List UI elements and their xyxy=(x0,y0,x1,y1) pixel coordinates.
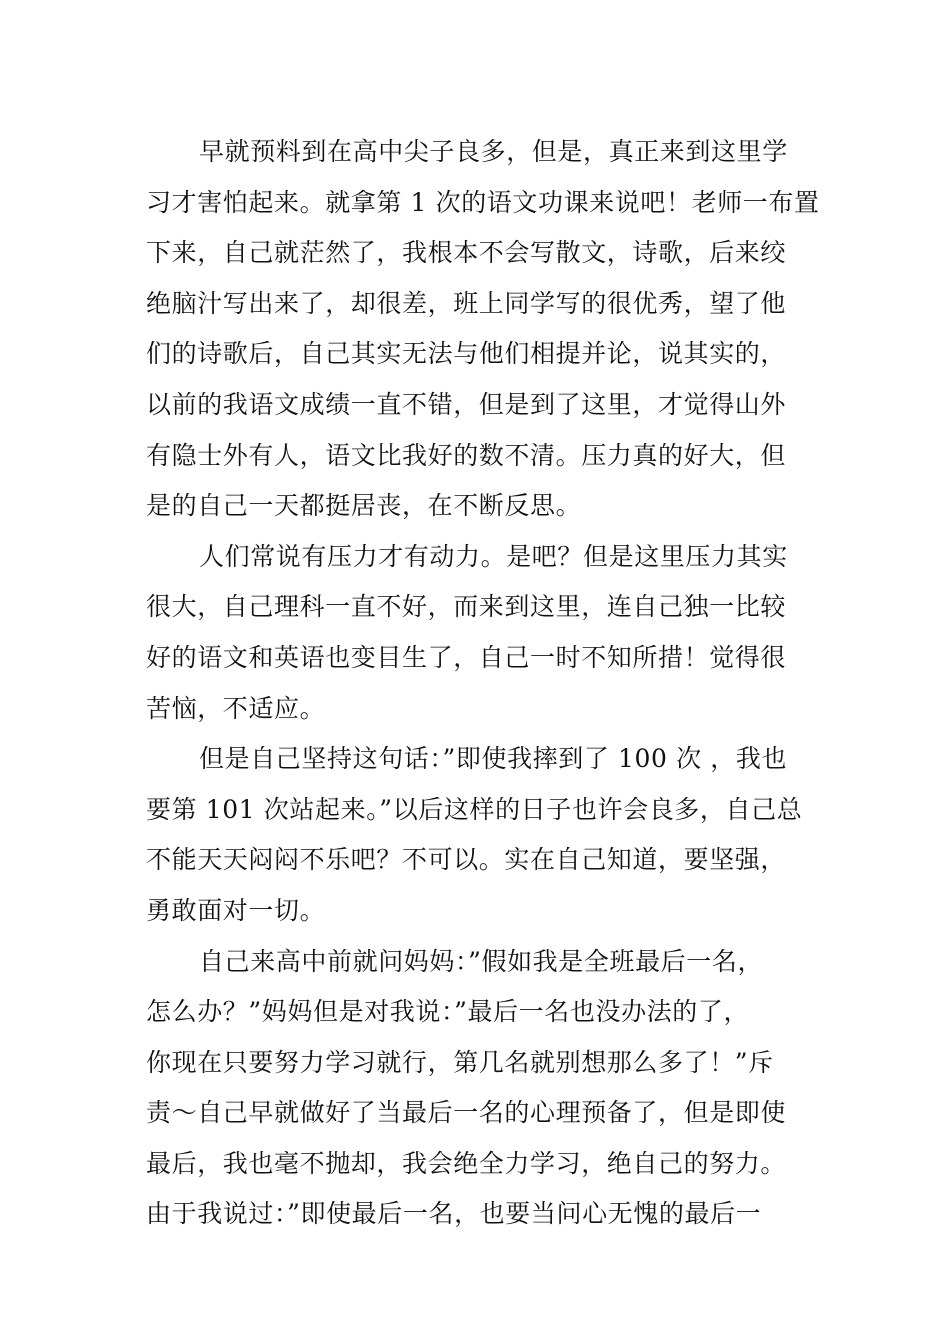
text-line: 要第 101 次站起来。”以后这样的日子也许会良多，自己总 xyxy=(146,794,803,824)
text-line: 很大，自己理科一直不好，而来到这里，连自己独一比较 xyxy=(146,592,787,622)
paragraph-3 xyxy=(146,734,810,936)
text-line: 以前的我语文成绩一直不错，但是到了这里，才觉得山外 xyxy=(146,389,787,419)
text-line: 好的语文和英语也变目生了，自己一时不知所措！觉得很 xyxy=(146,642,787,672)
text-line: 由于我说过：”即使最后一名，也要当问心无愧的最后一 xyxy=(146,1199,762,1229)
text-line: 自己来高中前就问妈妈：”假如我是全班最后一名， xyxy=(199,946,764,976)
text-line: 怎么办？”妈妈但是对我说：”最后一名也没办法的了， xyxy=(146,997,750,1027)
text-line: 有隐士外有人，语文比我好的数不清。压力真的好大，但 xyxy=(146,440,787,470)
text-line: 但是自己坚持这句话：”即使我摔到了 100 次 ，我也 xyxy=(199,744,788,774)
essay-body xyxy=(146,127,820,1240)
text-line: 习才害怕起来。就拿第 1 次的语文功课来说吧！老师一布置 xyxy=(146,187,820,217)
text-line: 下来，自己就茫然了，我根本不会写散文，诗歌，后来绞 xyxy=(146,238,787,268)
text-line: 们的诗歌后，自己其实无法与他们相提并论，说其实的， xyxy=(146,339,787,369)
text-line: 人们常说有压力才有动力。是吧？但是这里压力其实 xyxy=(199,541,788,571)
text-line: 责～自己早就做好了当最后一名的心理预备了，但是即使 xyxy=(146,1098,787,1128)
text-line: 不能天天闷闷不乐吧？不可以。实在自己知道，要坚强， xyxy=(146,845,787,875)
text-line: 绝脑汁写出来了，却很差，班上同学写的很优秀，望了他 xyxy=(146,288,787,318)
text-line: 是的自己一天都挺居丧，在不断反思。 xyxy=(146,491,582,521)
text-line: 早就预料到在高中尖子良多，但是，真正来到这里学 xyxy=(199,137,788,166)
paragraph-2 xyxy=(146,532,810,734)
text-line: 你现在只要努力学习就行，第几名就别想那么多了！”斥 xyxy=(146,1047,774,1077)
paragraph-1 xyxy=(146,127,820,532)
text-line: 最后，我也毫不抛却，我会绝全力学习，绝自己的努力。 xyxy=(146,1148,787,1178)
paragraph-4 xyxy=(146,937,810,1241)
text-line: 苦恼，不适应。 xyxy=(146,693,326,723)
text-line: 勇敢面对一切。 xyxy=(146,895,326,925)
